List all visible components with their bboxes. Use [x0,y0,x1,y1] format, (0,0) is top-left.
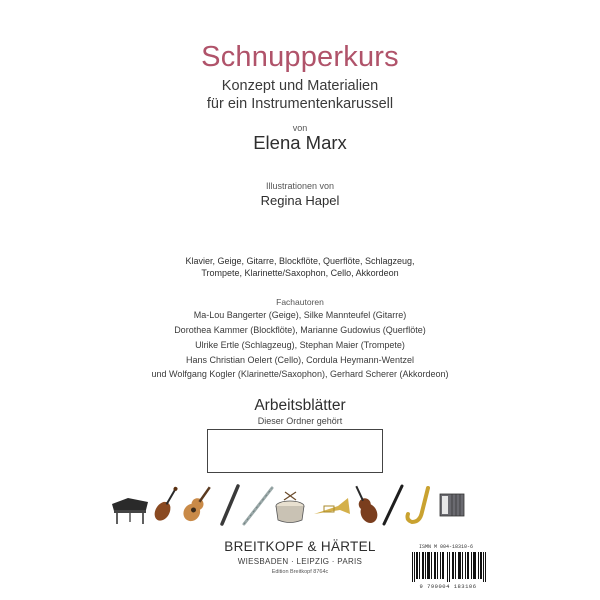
accordion-icon [440,494,464,516]
cover-page [110,25,490,595]
ordner-owner-label: Dieser Ordner gehört [257,416,343,426]
barcode-number: 9 790004 183106 [419,583,477,590]
edition-number: Edition Breitkopf 8764c [271,569,329,575]
fachautoren-line: Hans Christian Oelert (Cello), Cordula Heymann-Wentzel [186,355,414,365]
guitar-icon [180,482,216,524]
drum-icon [276,492,304,523]
trumpet-icon [314,498,350,514]
author-name: Elena Marx [253,132,347,153]
fachautoren-line: Ulrike Ertle (Schlagzeug), Stephan Maier (Trompete) [195,340,405,350]
fachautoren-line: Ma-Lou Bangerter (Geige), Silke Mannteufel (Gitarre) [193,310,407,320]
fachautoren-line: Dorothea Kammer (Blockflöte), Marianne Gudowius (Querflöte) [174,325,426,335]
owner-name-box[interactable] [207,429,383,473]
flute-icon [244,488,272,524]
clarinet-icon [384,486,402,524]
publisher-name: BREITKOPF & HÄRTEL [224,539,376,554]
violin-icon [151,484,182,524]
subtitle-line-1: Konzept und Materialien [221,78,379,94]
publisher-cities: WIESBADEN · LEIPZIG · PARIS [237,557,363,566]
instruments-line-2: Trompete, Klarinette/Saxophon, Cello, Akkordeon [201,268,399,278]
instrument-illustrations [110,482,490,528]
saxophone-icon [408,488,429,522]
illustrator-name: Regina Hapel [260,193,340,208]
fachautoren-line: und Wolfgang Kogler (Klarinette/Saxophon), Gerhard Scherer (Akkordeon) [151,369,449,379]
illustrations-label: Illustrationen von [265,181,335,191]
piano-icon [112,498,148,524]
recorder-icon [222,486,238,524]
book-title: Schnupperkurs [201,41,399,73]
arbeitsblaetter-heading: Arbeitsblätter [254,397,346,414]
cello-icon [349,483,380,526]
ismn-label: ISMN M 004-18310-6 [418,544,473,550]
von-label: von [292,123,308,133]
instruments-line-1: Klavier, Geige, Gitarre, Blockflöte, Querflöte, Schlagzeug, [185,256,415,266]
subtitle-line-2: für ein Instrumentenkarussell [206,96,394,112]
fachautoren-label: Fachautoren [276,297,324,307]
barcode-icon [412,552,486,582]
